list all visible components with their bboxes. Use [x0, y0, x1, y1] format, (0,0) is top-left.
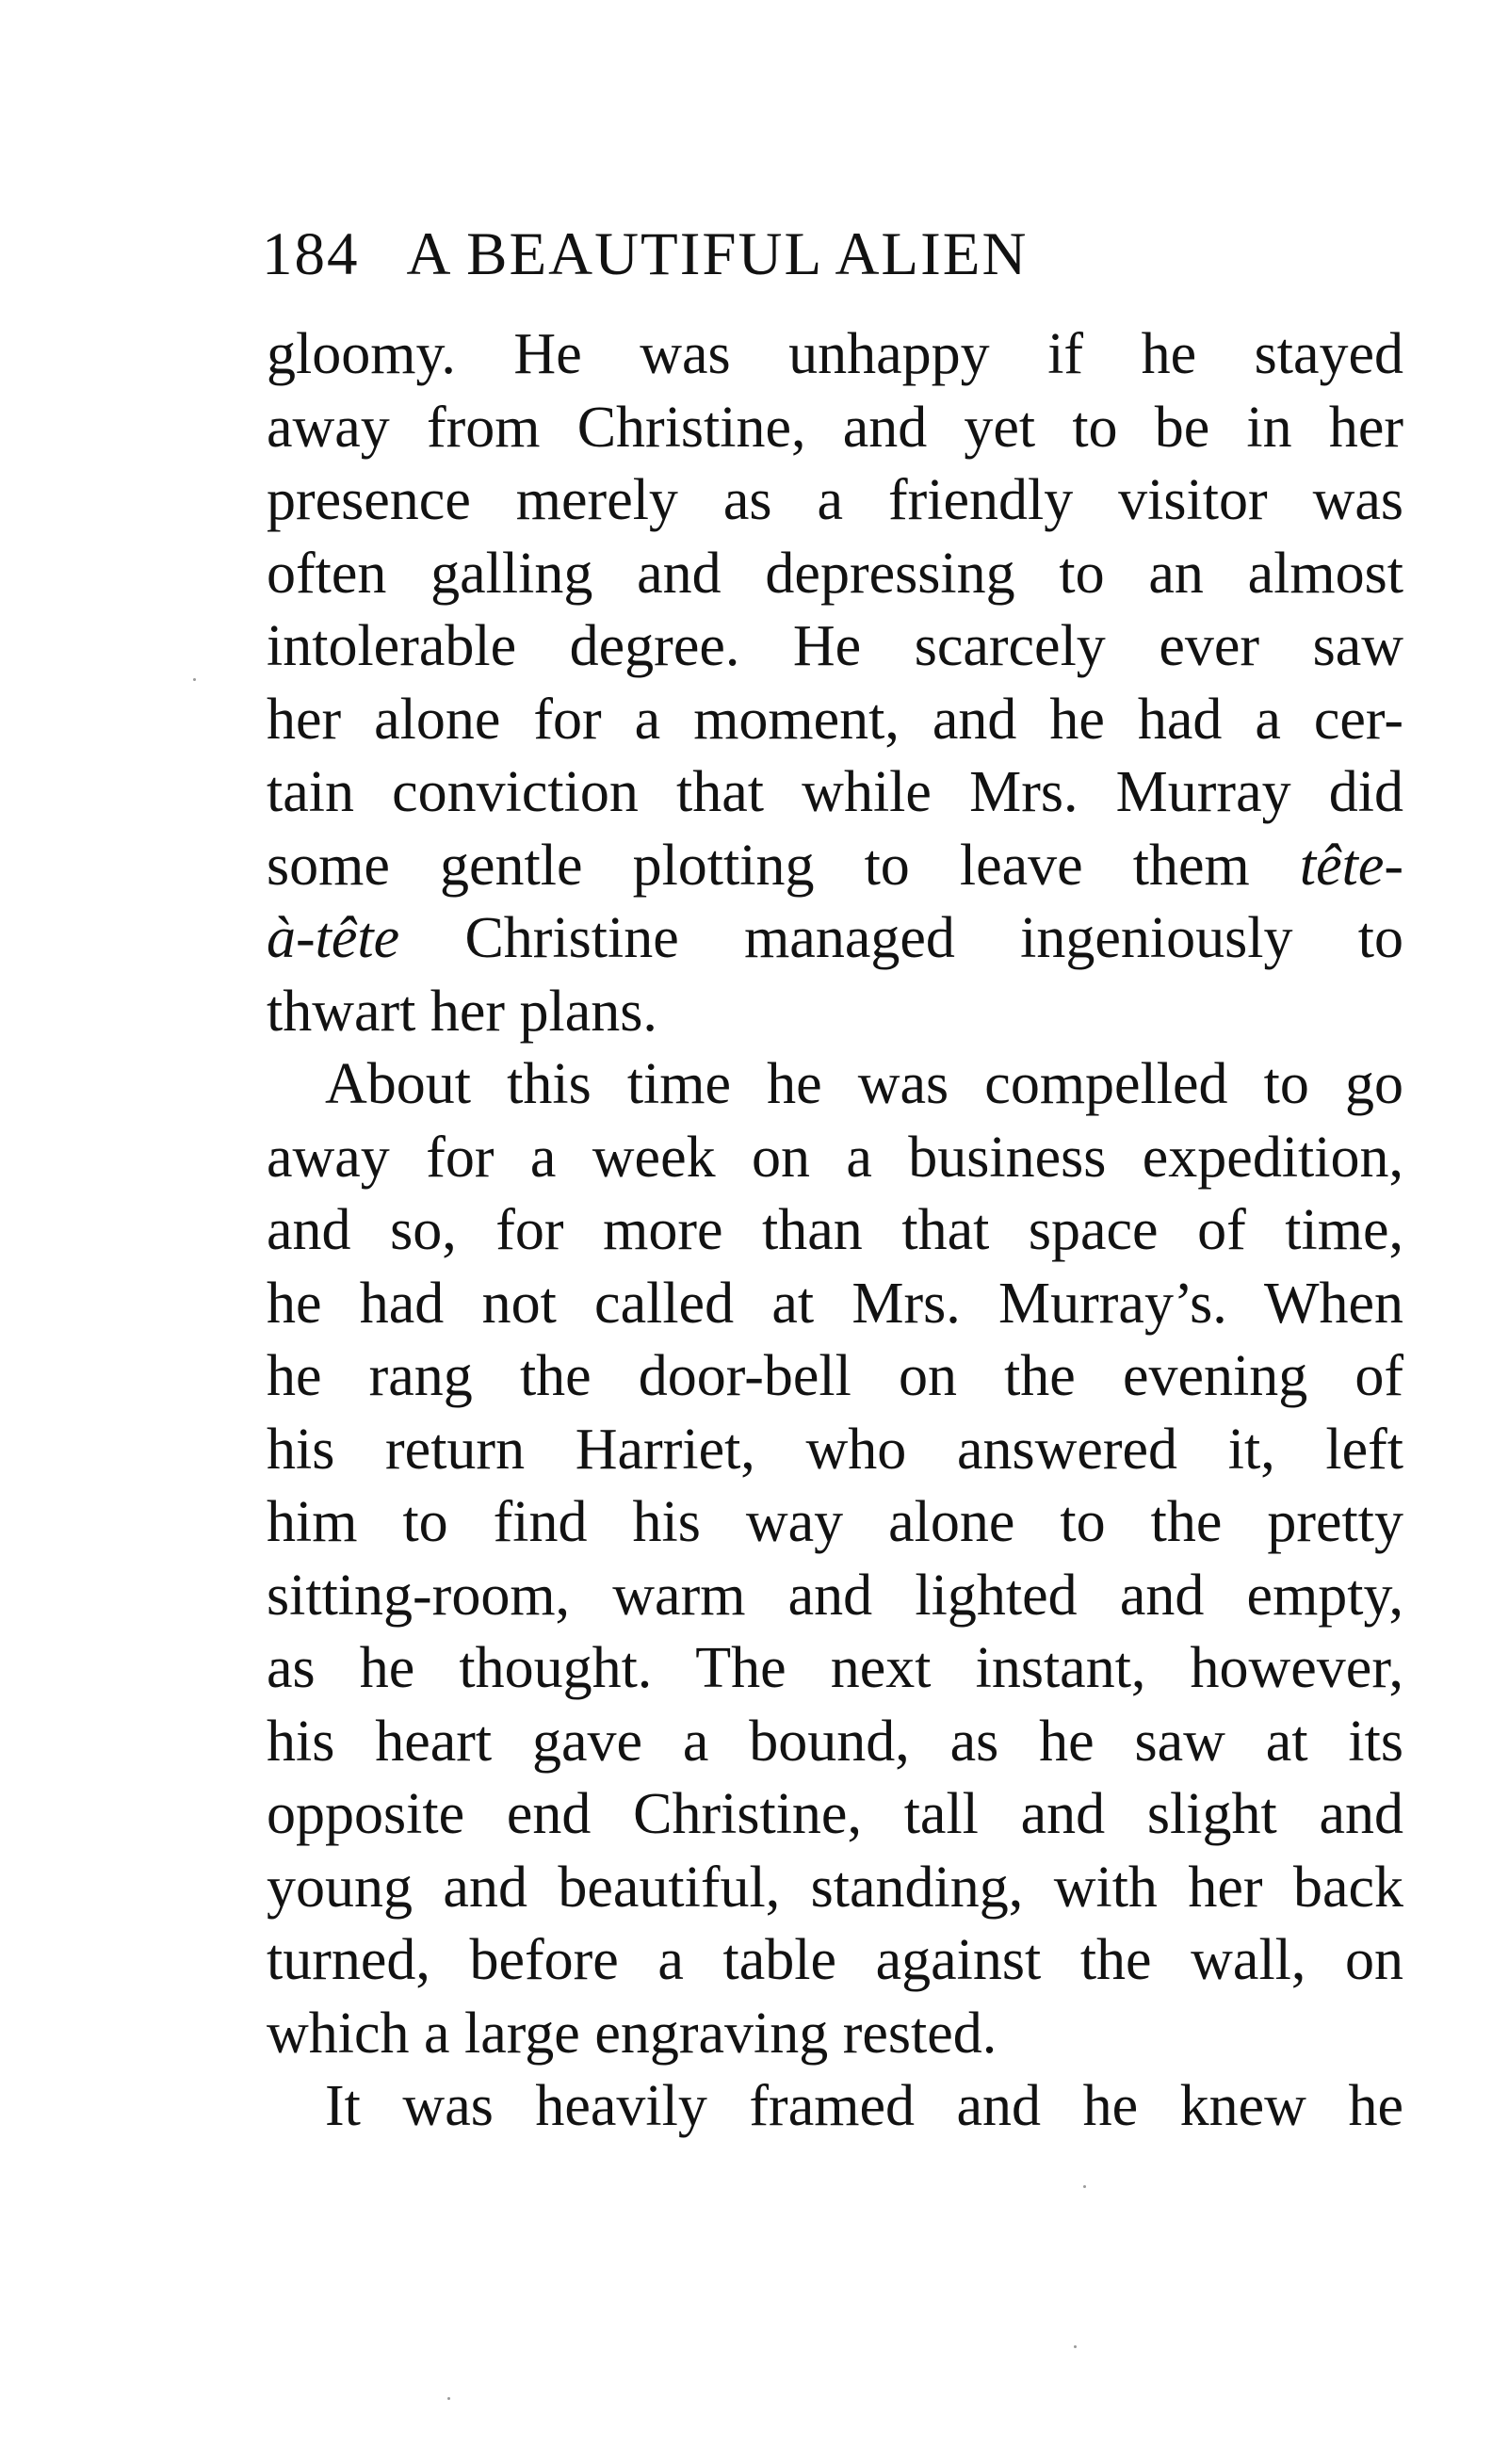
text-line: away for a week on a business expedition, — [267, 1125, 1403, 1190]
text-line: often galling and depressing to an almost — [267, 541, 1403, 606]
italic-phrase: à-tête — [267, 906, 400, 970]
text-line — [267, 830, 1403, 903]
text-line: her alone for a moment, and he had a cer- — [267, 687, 1403, 752]
running-title: A BEAUTIFUL ALIEN — [406, 220, 1029, 288]
paper-speck — [193, 678, 196, 681]
text-fragment: some gentle plotting to leave them — [267, 833, 1250, 898]
text-fragment: Christine managed ingeniously to — [464, 906, 1404, 970]
body-text — [267, 318, 1403, 2144]
text-line: as he thought. The next instant, however, — [267, 1636, 1403, 1700]
paper-speck — [1083, 2185, 1086, 2188]
italic-phrase: tête- — [1299, 833, 1403, 898]
text-line: It was heavily framed and he knew he — [325, 2074, 1403, 2138]
text-line: and so, for more than that space of time, — [267, 1198, 1403, 1262]
text-line: gloomy. He was unhappy if he stayed — [267, 322, 1403, 386]
text-line: young and beautiful, standing, with her back — [267, 1855, 1403, 1920]
text-line: his heart gave a bound, as he saw at its — [267, 1709, 1403, 1774]
running-header — [262, 212, 1402, 297]
text-line: which a large engraving rested. — [267, 2001, 997, 2066]
text-line: opposite end Christine, tall and slight and — [267, 1782, 1403, 1846]
text-line: sitting-room, warm and lighted and empty, — [267, 1563, 1403, 1628]
paper-speck — [447, 2397, 450, 2400]
paper-speck — [1074, 2345, 1077, 2348]
text-line: him to find his way alone to the pretty — [267, 1490, 1403, 1554]
text-line: his return Harriet, who answered it, left — [267, 1417, 1403, 1482]
text-line: presence merely as a friendly visitor was — [267, 468, 1403, 532]
text-line: tain conviction that while Mrs. Murray did — [267, 760, 1403, 824]
text-line: intolerable degree. He scarcely ever saw — [267, 614, 1403, 678]
text-line: he rang the door-bell on the evening of — [267, 1344, 1403, 1408]
text-line: turned, before a table against the wall, on — [267, 1928, 1403, 1992]
text-line — [267, 902, 1403, 976]
text-line: he had not called at Mrs. Murray’s. When — [267, 1271, 1403, 1336]
text-line: About this time he was compelled to go — [325, 1052, 1403, 1116]
text-line: away from Christine, and yet to be in her — [267, 395, 1403, 460]
page-number: 184 — [262, 220, 360, 288]
text-line: thwart her plans. — [267, 979, 657, 1044]
